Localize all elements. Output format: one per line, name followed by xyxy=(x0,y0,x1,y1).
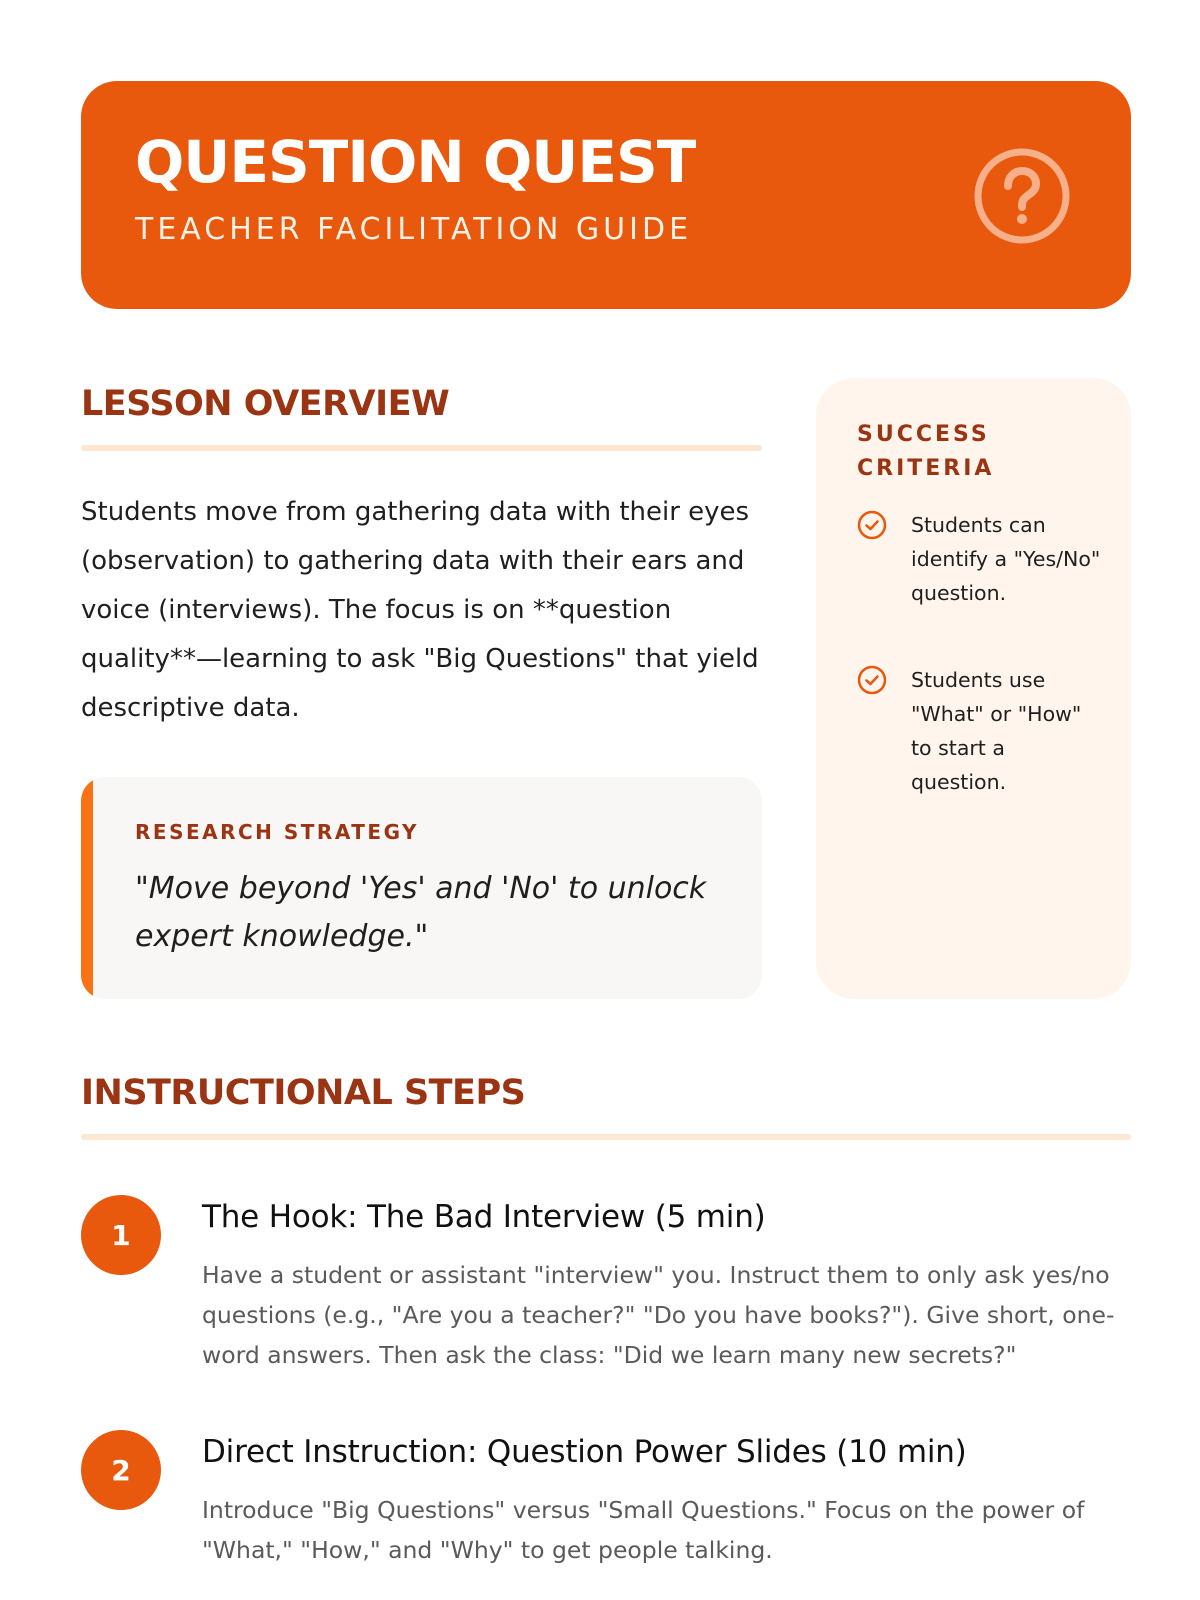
research-strategy-callout xyxy=(81,777,762,999)
research-strategy-quote: "Move beyond 'Yes' and 'No' to unlock expert knowledge." xyxy=(135,871,707,954)
step-number-badge: 1 xyxy=(81,1195,161,1275)
section-divider xyxy=(81,1134,1131,1140)
lesson-overview-heading: LESSON OVERVIEW xyxy=(81,384,450,424)
check-circle-icon xyxy=(857,510,887,540)
header-banner xyxy=(81,81,1131,309)
step-number-badge: 2 xyxy=(81,1430,161,1510)
callout-accent-bar xyxy=(81,777,93,999)
step-description: Have a student or assistant "interview" you. Instruct them to only ask yes/no questions (e.g., "Are you a teacher?" "Do you have books?"). Give short, one-word answers. Then ask the class: "Did we learn many new secrets?" xyxy=(202,1261,1115,1369)
section-divider xyxy=(81,445,762,451)
criteria-item-text: Students can identify a "Yes/No" question. xyxy=(911,513,1101,605)
question-circle-icon xyxy=(972,146,1072,246)
page-title: QUESTION QUEST xyxy=(135,128,696,196)
research-strategy-label: RESEARCH STRATEGY xyxy=(135,820,420,844)
step-title: Direct Instruction: Question Power Slides (10 min) xyxy=(202,1434,967,1470)
success-criteria-card xyxy=(816,378,1131,999)
step-title: The Hook: The Bad Interview (5 min) xyxy=(202,1199,766,1235)
criteria-item-text: Students use "What" or "How" to start a question. xyxy=(911,668,1082,794)
lesson-overview-text: Students move from gathering data with their eyes (observation) to gathering data with their ears and voice (interviews). The focus is on **question quality**—learning to ask "Big Questions" that yield descriptive data. xyxy=(81,497,759,723)
check-circle-icon xyxy=(857,665,887,695)
instructional-steps-heading: INSTRUCTIONAL STEPS xyxy=(81,1073,526,1113)
step-description: Introduce "Big Questions" versus "Small Questions." Focus on the power of "What," "How," and "Why" to get people talking. xyxy=(202,1496,1085,1564)
page-subtitle: TEACHER FACILITATION GUIDE xyxy=(135,212,693,247)
success-criteria-title: SUCCESS CRITERIA xyxy=(857,422,995,481)
